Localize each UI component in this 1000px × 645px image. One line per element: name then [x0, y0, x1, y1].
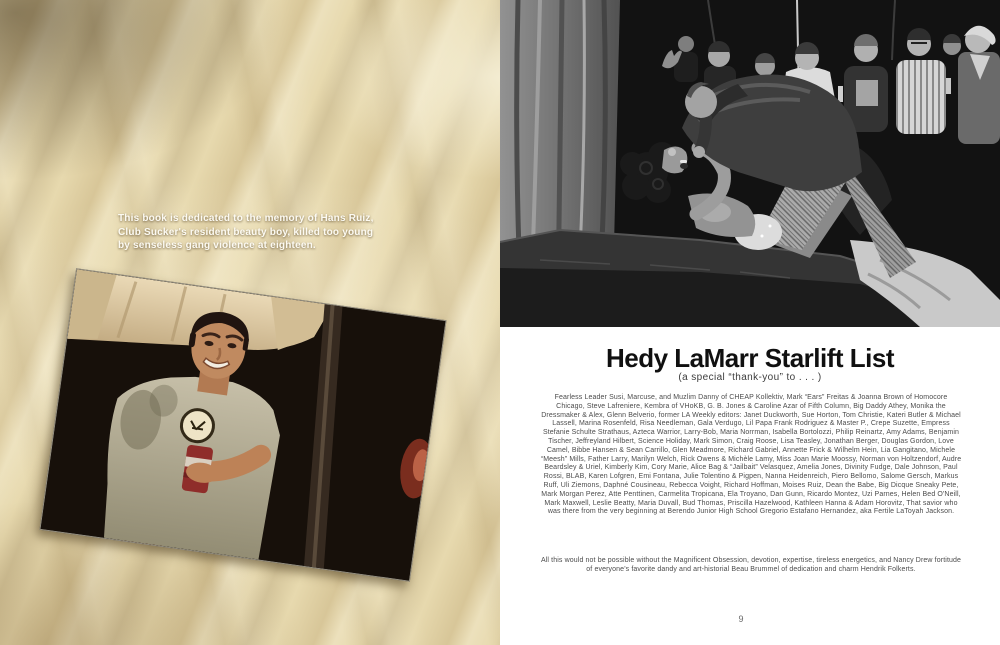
page-number: 9 — [738, 614, 744, 624]
page-title: Hedy LaMarr Starlift List — [605, 343, 894, 373]
snapshot-photo — [39, 268, 446, 581]
performance-photo — [500, 0, 1000, 327]
dedication-line: Club Sucker's resident beauty boy, killed too young — [118, 226, 374, 238]
title-block — [500, 345, 1000, 383]
dedication-line: by senseless gang violence at eighteen. — [118, 240, 316, 251]
acknowledgements-paragraph: Fearless Leader Susi, Marcuse, and Muzlim Danny of CHEAP Kollektiv, Mark “Ears” Freitas & Joanna Brown of Homocore Chicago, Steve Lafreniere, Kembra of VHoKB, G. B. Jones & Caroline Azar of Fifth Column, Big Daddy Athey, Monika the Dressmaker & Alex, Glenn Belverio, former LA Weekly editors: Janet Duckworth, Sue Horton, Tom Christie, Kateri Butler & Michael Lassell, Marina Rosenfeld, Risa Needleman, Gala Verdugo, Lil Papa Frank Rodriguez & Master P., Crepe Suzette, Empress Stefanie Schulte Strathaus, Azteca Warrior, Larry-Bob, Maria Norrman, Isabella Bortolozzi, Philip Reinartz, Amy Adams, Benjamin Tischer, Jeffreyland Hilbert, Science Holiday, Mark Simon, Craig Roose, Lisa Teasley, Jonathan Berger, Douglas Gordon, Love Camel, Bibbe Hansen & Sean Carrillo, Glen Meadmore, Richard Gabriel, Annette Frick & Wilhelm Hein, Lia Gangitano, Michele “Meesh” Mills, Father Larry, Marilyn Welch, Rick Owens & Michèle Lamy, Miss Joan Marie Moossy, Norman von Holtzendorf, Audre Beardsley & Uriel, Kimberly Kim, Cory Marie, Alice Bag & “Jailbait” Velasquez, Amelia Jones, Divinity Fudge, Dale Johnson, Paul Rossi, BLAB, Karen Lofgren, Emi Fontana, Julie Tolentino & Pigpen, Nanna Heidenreich, Piero Bellomo, Salome Gersch, Markus Ruff, Uli Ziemons, Daphné Cousineau, Rebecca Voight, Richard Hoffman, Moises Ruiz, Dean the Babe, Big Dicque Sneaky Pete, Mark Morgan Perez, Atte Penttinen, Carmelita Tropicana, Ela Troyano, Dan Gunn, Ricardo Montez, Uzi Parnes, Helen Bed O'Neill, Mark Maxwell, Leslie Beatty, Maria Duvall, Bud Thomas, Priscilla Hazelwood, Kathleen Hanna & Adam Horovitz, That savior who was there from the very beginning at Berendo Junior High School Gregorio Estafano Hernandez, aka Fertile LaToyah Jackson. — [540, 394, 962, 516]
dedication-text — [118, 212, 393, 253]
right-page — [500, 0, 1000, 645]
closing-paragraph: All this would not be possible without the Magnificent Obsession, devotion, expertise, tireless energetics, and Nancy Drew fortitude of everyone's favorite dandy and art-historial Beau Brummel of dedication and charm Hendrik Folkerts. — [540, 557, 962, 573]
page-subtitle: (a special “thank-you” to . . . ) — [678, 372, 822, 383]
performance-photo-image — [500, 0, 1000, 327]
snapshot-photo-image — [41, 269, 446, 580]
dedication-line: This book is dedicated to the memory of Hans Ruiz, — [118, 213, 374, 224]
